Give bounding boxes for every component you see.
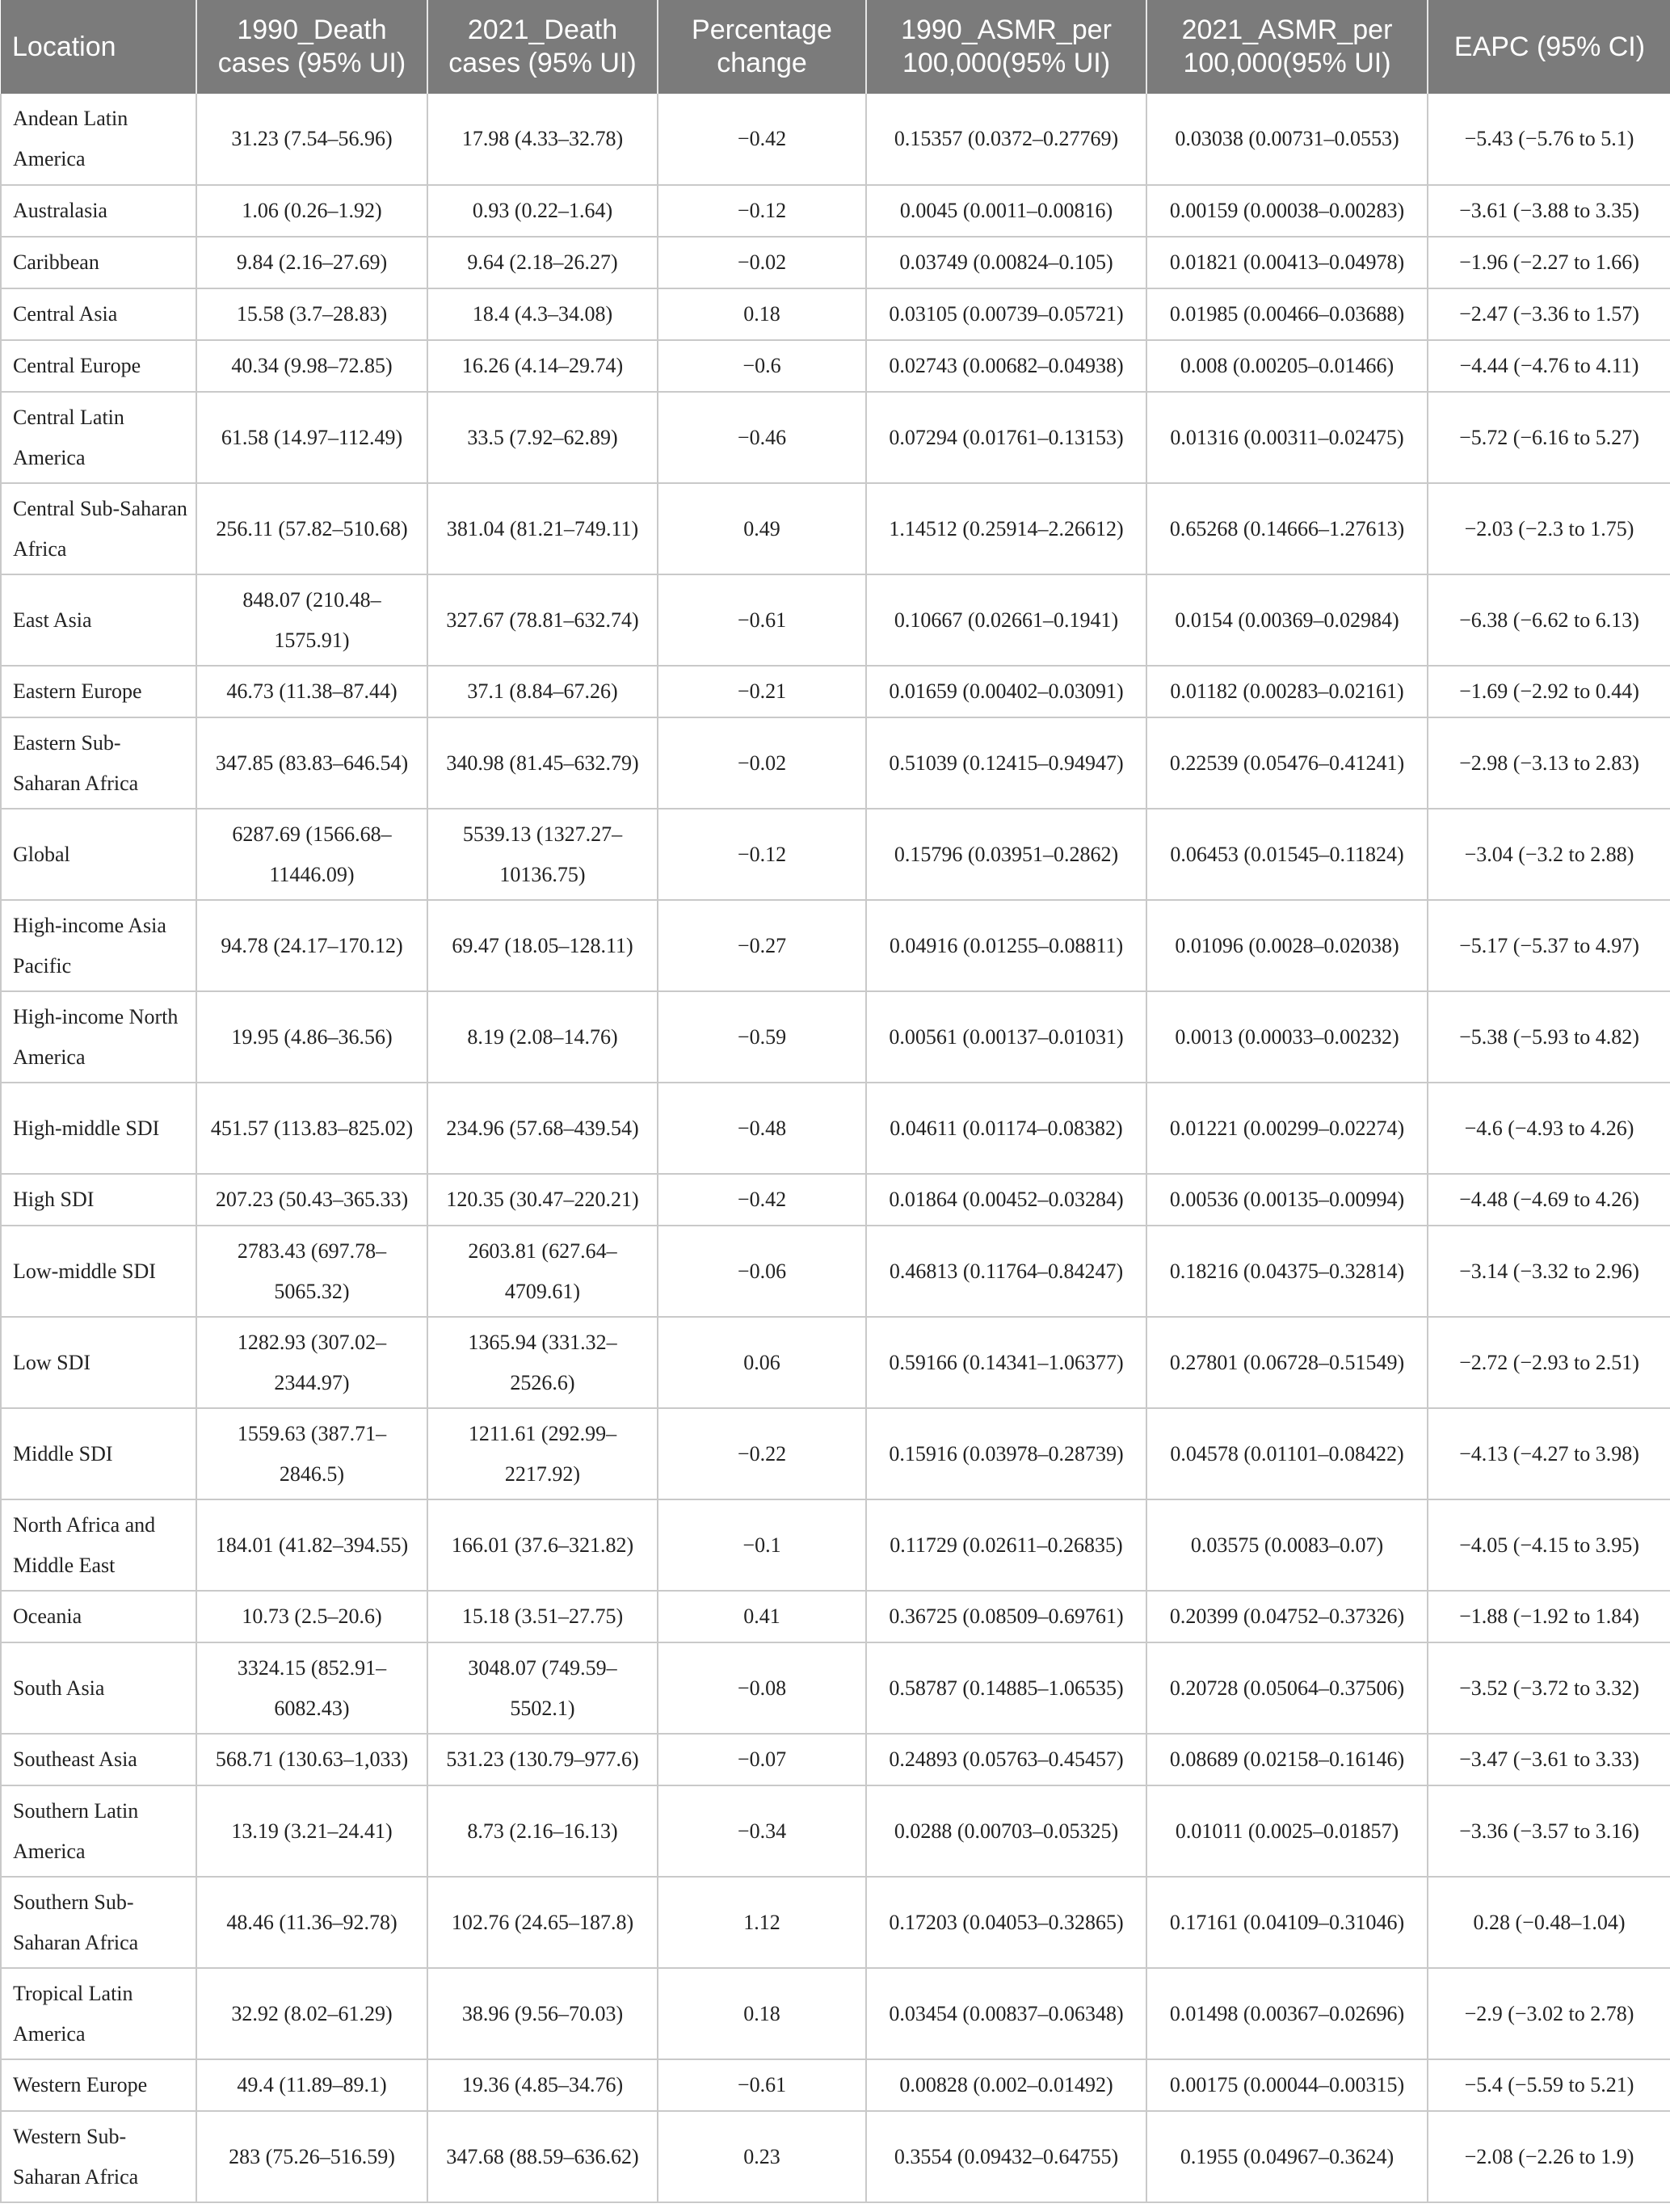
percentage-change-cell: 0.23 — [658, 2111, 866, 2202]
asmr-1990-cell: 0.0045 (0.0011–0.00816) — [866, 185, 1146, 237]
location-cell: Caribbean — [1, 237, 196, 288]
location-cell: Southeast Asia — [1, 1734, 196, 1785]
death-2021-cell: 347.68 (88.59–636.62) — [427, 2111, 658, 2202]
eapc-cell: −5.4 (−5.59 to 5.21) — [1428, 2059, 1670, 2111]
death-2021-cell: 5539.13 (1327.27–10136.75) — [427, 809, 658, 900]
location-cell: East Asia — [1, 574, 196, 666]
header-2021-asmr: 2021_ASMR_per 100,000(95% UI) — [1146, 0, 1428, 94]
asmr-2021-cell: 0.04578 (0.01101–0.08422) — [1146, 1408, 1428, 1499]
table-row — [1, 1226, 1670, 1317]
header-1990-asmr: 1990_ASMR_per 100,000(95% UI) — [866, 0, 1146, 94]
location-cell: High-income Asia Pacific — [1, 900, 196, 991]
eapc-cell: −3.47 (−3.61 to 3.33) — [1428, 1734, 1670, 1785]
percentage-change-cell: −0.6 — [658, 340, 866, 392]
eapc-cell: −1.69 (−2.92 to 0.44) — [1428, 666, 1670, 717]
death-1990-cell: 10.73 (2.5–20.6) — [196, 1591, 427, 1642]
asmr-2021-cell: 0.01096 (0.0028–0.02038) — [1146, 900, 1428, 991]
asmr-2021-cell: 0.01011 (0.0025–0.01857) — [1146, 1785, 1428, 1877]
asmr-2021-cell: 0.0013 (0.00033–0.00232) — [1146, 991, 1428, 1083]
location-cell: Andean Latin America — [1, 94, 196, 185]
table-row — [1, 1642, 1670, 1734]
asmr-2021-cell: 0.00536 (0.00135–0.00994) — [1146, 1174, 1428, 1226]
asmr-1990-cell: 0.15796 (0.03951–0.2862) — [866, 809, 1146, 900]
asmr-2021-cell: 0.03038 (0.00731–0.0553) — [1146, 94, 1428, 185]
death-2021-cell: 18.4 (4.3–34.08) — [427, 288, 658, 340]
asmr-1990-cell: 0.10667 (0.02661–0.1941) — [866, 574, 1146, 666]
header-row — [1, 0, 1670, 94]
table-row — [1, 288, 1670, 340]
location-cell: Central Europe — [1, 340, 196, 392]
header-1990-death-cases: 1990_Death cases (95% UI) — [196, 0, 427, 94]
death-2021-cell: 19.36 (4.85–34.76) — [427, 2059, 658, 2111]
percentage-change-cell: −0.42 — [658, 1174, 866, 1226]
table-row — [1, 809, 1670, 900]
table-row — [1, 1877, 1670, 1968]
table-row — [1, 2111, 1670, 2202]
death-1990-cell: 184.01 (41.82–394.55) — [196, 1499, 427, 1591]
eapc-cell: −1.88 (−1.92 to 1.84) — [1428, 1591, 1670, 1642]
location-cell: Central Asia — [1, 288, 196, 340]
death-2021-cell: 37.1 (8.84–67.26) — [427, 666, 658, 717]
eapc-cell: −2.03 (−2.3 to 1.75) — [1428, 483, 1670, 574]
location-cell: High-middle SDI — [1, 1083, 196, 1174]
death-2021-cell: 102.76 (24.65–187.8) — [427, 1877, 658, 1968]
asmr-2021-cell: 0.01821 (0.00413–0.04978) — [1146, 237, 1428, 288]
eapc-cell: −5.17 (−5.37 to 4.97) — [1428, 900, 1670, 991]
asmr-1990-cell: 0.00561 (0.00137–0.01031) — [866, 991, 1146, 1083]
death-1990-cell: 46.73 (11.38–87.44) — [196, 666, 427, 717]
percentage-change-cell: −0.21 — [658, 666, 866, 717]
table-row — [1, 574, 1670, 666]
table-row — [1, 392, 1670, 483]
percentage-change-cell: 0.18 — [658, 1968, 866, 2059]
location-cell: Australasia — [1, 185, 196, 237]
asmr-1990-cell: 0.17203 (0.04053–0.32865) — [866, 1877, 1146, 1968]
death-2021-cell: 17.98 (4.33–32.78) — [427, 94, 658, 185]
percentage-change-cell: −0.02 — [658, 237, 866, 288]
death-2021-cell: 15.18 (3.51–27.75) — [427, 1591, 658, 1642]
location-cell: High-income North America — [1, 991, 196, 1083]
death-2021-cell: 166.01 (37.6–321.82) — [427, 1499, 658, 1591]
location-cell: North Africa and Middle East — [1, 1499, 196, 1591]
asmr-1990-cell: 0.0288 (0.00703–0.05325) — [866, 1785, 1146, 1877]
death-1990-cell: 207.23 (50.43–365.33) — [196, 1174, 427, 1226]
table-row — [1, 1591, 1670, 1642]
location-cell: Southern Latin America — [1, 1785, 196, 1877]
asmr-1990-cell: 0.01864 (0.00452–0.03284) — [866, 1174, 1146, 1226]
percentage-change-cell: −0.06 — [658, 1226, 866, 1317]
death-1990-cell: 283 (75.26–516.59) — [196, 2111, 427, 2202]
death-1990-cell: 40.34 (9.98–72.85) — [196, 340, 427, 392]
asmr-2021-cell: 0.01221 (0.00299–0.02274) — [1146, 1083, 1428, 1174]
asmr-2021-cell: 0.008 (0.00205–0.01466) — [1146, 340, 1428, 392]
death-2021-cell: 327.67 (78.81–632.74) — [427, 574, 658, 666]
death-2021-cell: 2603.81 (627.64–4709.61) — [427, 1226, 658, 1317]
percentage-change-cell: −0.27 — [658, 900, 866, 991]
eapc-cell: −2.98 (−3.13 to 2.83) — [1428, 717, 1670, 809]
percentage-change-cell: −0.61 — [658, 574, 866, 666]
asmr-2021-cell: 0.01498 (0.00367–0.02696) — [1146, 1968, 1428, 2059]
asmr-1990-cell: 0.24893 (0.05763–0.45457) — [866, 1734, 1146, 1785]
table-row — [1, 340, 1670, 392]
header-2021-death-cases: 2021_Death cases (95% UI) — [427, 0, 658, 94]
percentage-change-cell: 0.06 — [658, 1317, 866, 1408]
eapc-cell: −5.43 (−5.76 to 5.1) — [1428, 94, 1670, 185]
death-1990-cell: 1282.93 (307.02–2344.97) — [196, 1317, 427, 1408]
eapc-cell: −4.13 (−4.27 to 3.98) — [1428, 1408, 1670, 1499]
location-cell: Western Europe — [1, 2059, 196, 2111]
eapc-cell: −4.6 (−4.93 to 4.26) — [1428, 1083, 1670, 1174]
death-2021-cell: 16.26 (4.14–29.74) — [427, 340, 658, 392]
header-eapc: EAPC (95% CI) — [1428, 0, 1670, 94]
percentage-change-cell: −0.07 — [658, 1734, 866, 1785]
death-1990-cell: 15.58 (3.7–28.83) — [196, 288, 427, 340]
eapc-cell: −4.48 (−4.69 to 4.26) — [1428, 1174, 1670, 1226]
death-1990-cell: 256.11 (57.82–510.68) — [196, 483, 427, 574]
asmr-2021-cell: 0.20399 (0.04752–0.37326) — [1146, 1591, 1428, 1642]
location-cell: Low SDI — [1, 1317, 196, 1408]
percentage-change-cell: 0.18 — [658, 288, 866, 340]
location-cell: Central Latin America — [1, 392, 196, 483]
asmr-2021-cell: 0.08689 (0.02158–0.16146) — [1146, 1734, 1428, 1785]
eapc-cell: −2.08 (−2.26 to 1.9) — [1428, 2111, 1670, 2202]
location-cell: Low-middle SDI — [1, 1226, 196, 1317]
location-cell: Southern Sub-Saharan Africa — [1, 1877, 196, 1968]
asmr-1990-cell: 0.01659 (0.00402–0.03091) — [866, 666, 1146, 717]
death-2021-cell: 1211.61 (292.99–2217.92) — [427, 1408, 658, 1499]
asmr-1990-cell: 1.14512 (0.25914–2.26612) — [866, 483, 1146, 574]
asmr-1990-cell: 0.02743 (0.00682–0.04938) — [866, 340, 1146, 392]
death-1990-cell: 3324.15 (852.91–6082.43) — [196, 1642, 427, 1734]
location-cell: Eastern Europe — [1, 666, 196, 717]
death-1990-cell: 568.71 (130.63–1,033) — [196, 1734, 427, 1785]
death-2021-cell: 340.98 (81.45–632.79) — [427, 717, 658, 809]
eapc-cell: −4.44 (−4.76 to 4.11) — [1428, 340, 1670, 392]
percentage-change-cell: −0.12 — [658, 185, 866, 237]
eapc-cell: −3.14 (−3.32 to 2.96) — [1428, 1226, 1670, 1317]
location-cell: South Asia — [1, 1642, 196, 1734]
death-2021-cell: 531.23 (130.79–977.6) — [427, 1734, 658, 1785]
death-1990-cell: 347.85 (83.83–646.54) — [196, 717, 427, 809]
death-1990-cell: 94.78 (24.17–170.12) — [196, 900, 427, 991]
death-2021-cell: 8.19 (2.08–14.76) — [427, 991, 658, 1083]
table-row — [1, 717, 1670, 809]
death-1990-cell: 19.95 (4.86–36.56) — [196, 991, 427, 1083]
asmr-1990-cell: 0.03749 (0.00824–0.105) — [866, 237, 1146, 288]
table-row — [1, 1968, 1670, 2059]
location-cell: Oceania — [1, 1591, 196, 1642]
death-1990-cell: 9.84 (2.16–27.69) — [196, 237, 427, 288]
percentage-change-cell: −0.34 — [658, 1785, 866, 1877]
location-cell: Middle SDI — [1, 1408, 196, 1499]
asmr-1990-cell: 0.03105 (0.00739–0.05721) — [866, 288, 1146, 340]
asmr-2021-cell: 0.00159 (0.00038–0.00283) — [1146, 185, 1428, 237]
death-1990-cell: 2783.43 (697.78–5065.32) — [196, 1226, 427, 1317]
eapc-cell: −2.72 (−2.93 to 2.51) — [1428, 1317, 1670, 1408]
table-row — [1, 1083, 1670, 1174]
death-1990-cell: 49.4 (11.89–89.1) — [196, 2059, 427, 2111]
death-1990-cell: 32.92 (8.02–61.29) — [196, 1968, 427, 2059]
table-row — [1, 1408, 1670, 1499]
location-cell: Eastern Sub-Saharan Africa — [1, 717, 196, 809]
percentage-change-cell: −0.1 — [658, 1499, 866, 1591]
table-row — [1, 237, 1670, 288]
eapc-cell: −3.52 (−3.72 to 3.32) — [1428, 1642, 1670, 1734]
table-row — [1, 666, 1670, 717]
death-2021-cell: 234.96 (57.68–439.54) — [427, 1083, 658, 1174]
location-cell: Central Sub-Saharan Africa — [1, 483, 196, 574]
percentage-change-cell: −0.48 — [658, 1083, 866, 1174]
percentage-change-cell: −0.22 — [658, 1408, 866, 1499]
asmr-1990-cell: 0.04611 (0.01174–0.08382) — [866, 1083, 1146, 1174]
death-1990-cell: 61.58 (14.97–112.49) — [196, 392, 427, 483]
percentage-change-cell: −0.46 — [658, 392, 866, 483]
asmr-1990-cell: 0.46813 (0.11764–0.84247) — [866, 1226, 1146, 1317]
eapc-cell: −2.9 (−3.02 to 2.78) — [1428, 1968, 1670, 2059]
asmr-2021-cell: 0.00175 (0.00044–0.00315) — [1146, 2059, 1428, 2111]
asmr-2021-cell: 0.01182 (0.00283–0.02161) — [1146, 666, 1428, 717]
eapc-cell: −1.96 (−2.27 to 1.66) — [1428, 237, 1670, 288]
asmr-2021-cell: 0.27801 (0.06728–0.51549) — [1146, 1317, 1428, 1408]
percentage-change-cell: 0.41 — [658, 1591, 866, 1642]
eapc-cell: −4.05 (−4.15 to 3.95) — [1428, 1499, 1670, 1591]
percentage-change-cell: −0.42 — [658, 94, 866, 185]
eapc-cell: −3.04 (−3.2 to 2.88) — [1428, 809, 1670, 900]
table-row — [1, 1785, 1670, 1877]
death-1990-cell: 31.23 (7.54–56.96) — [196, 94, 427, 185]
percentage-change-cell: −0.08 — [658, 1642, 866, 1734]
percentage-change-cell: −0.02 — [658, 717, 866, 809]
location-cell: Western Sub-Saharan Africa — [1, 2111, 196, 2202]
location-cell: Global — [1, 809, 196, 900]
percentage-change-cell: −0.59 — [658, 991, 866, 1083]
table-row — [1, 1317, 1670, 1408]
death-2021-cell: 38.96 (9.56–70.03) — [427, 1968, 658, 2059]
asmr-1990-cell: 0.00828 (0.002–0.01492) — [866, 2059, 1146, 2111]
percentage-change-cell: −0.12 — [658, 809, 866, 900]
table-row — [1, 1174, 1670, 1226]
death-2021-cell: 3048.07 (749.59–5502.1) — [427, 1642, 658, 1734]
asmr-1990-cell: 0.03454 (0.00837–0.06348) — [866, 1968, 1146, 2059]
asmr-1990-cell: 0.3554 (0.09432–0.64755) — [866, 2111, 1146, 2202]
eapc-cell: −2.47 (−3.36 to 1.57) — [1428, 288, 1670, 340]
location-cell: High SDI — [1, 1174, 196, 1226]
death-1990-cell: 48.46 (11.36–92.78) — [196, 1877, 427, 1968]
eapc-cell: −3.61 (−3.88 to 3.35) — [1428, 185, 1670, 237]
asmr-1990-cell: 0.36725 (0.08509–0.69761) — [866, 1591, 1146, 1642]
eapc-cell: 0.28 (−0.48–1.04) — [1428, 1877, 1670, 1968]
eapc-cell: −3.36 (−3.57 to 3.16) — [1428, 1785, 1670, 1877]
asmr-2021-cell: 0.22539 (0.05476–0.41241) — [1146, 717, 1428, 809]
asmr-2021-cell: 0.18216 (0.04375–0.32814) — [1146, 1226, 1428, 1317]
death-2021-cell: 0.93 (0.22–1.64) — [427, 185, 658, 237]
asmr-1990-cell: 0.04916 (0.01255–0.08811) — [866, 900, 1146, 991]
eapc-cell: −5.72 (−6.16 to 5.27) — [1428, 392, 1670, 483]
asmr-1990-cell: 0.59166 (0.14341–1.06377) — [866, 1317, 1146, 1408]
percentage-change-cell: 1.12 — [658, 1877, 866, 1968]
table-row — [1, 185, 1670, 237]
asmr-2021-cell: 0.06453 (0.01545–0.11824) — [1146, 809, 1428, 900]
percentage-change-cell: 0.49 — [658, 483, 866, 574]
asmr-1990-cell: 0.07294 (0.01761–0.13153) — [866, 392, 1146, 483]
asmr-1990-cell: 0.11729 (0.02611–0.26835) — [866, 1499, 1146, 1591]
asmr-2021-cell: 0.03575 (0.0083–0.07) — [1146, 1499, 1428, 1591]
eapc-cell: −6.38 (−6.62 to 6.13) — [1428, 574, 1670, 666]
death-2021-cell: 9.64 (2.18–26.27) — [427, 237, 658, 288]
death-1990-cell: 848.07 (210.48–1575.91) — [196, 574, 427, 666]
death-1990-cell: 6287.69 (1566.68–11446.09) — [196, 809, 427, 900]
death-2021-cell: 381.04 (81.21–749.11) — [427, 483, 658, 574]
table-row — [1, 1734, 1670, 1785]
table-row — [1, 483, 1670, 574]
location-cell: Tropical Latin America — [1, 1968, 196, 2059]
death-2021-cell: 120.35 (30.47–220.21) — [427, 1174, 658, 1226]
death-1990-cell: 451.57 (113.83–825.02) — [196, 1083, 427, 1174]
death-2021-cell: 1365.94 (331.32–2526.6) — [427, 1317, 658, 1408]
death-1990-cell: 1559.63 (387.71–2846.5) — [196, 1408, 427, 1499]
asmr-1990-cell: 0.15916 (0.03978–0.28739) — [866, 1408, 1146, 1499]
asmr-2021-cell: 0.01316 (0.00311–0.02475) — [1146, 392, 1428, 483]
death-2021-cell: 33.5 (7.92–62.89) — [427, 392, 658, 483]
death-1990-cell: 1.06 (0.26–1.92) — [196, 185, 427, 237]
death-2021-cell: 69.47 (18.05–128.11) — [427, 900, 658, 991]
table-row — [1, 94, 1670, 185]
asmr-2021-cell: 0.17161 (0.04109–0.31046) — [1146, 1877, 1428, 1968]
table-row — [1, 1499, 1670, 1591]
asmr-1990-cell: 0.58787 (0.14885–1.06535) — [866, 1642, 1146, 1734]
header-location: Location — [1, 0, 196, 94]
header-percentage-change: Percentage change — [658, 0, 866, 94]
asmr-1990-cell: 0.51039 (0.12415–0.94947) — [866, 717, 1146, 809]
table-row — [1, 2059, 1670, 2111]
asmr-2021-cell: 0.65268 (0.14666–1.27613) — [1146, 483, 1428, 574]
asmr-2021-cell: 0.1955 (0.04967–0.3624) — [1146, 2111, 1428, 2202]
asmr-2021-cell: 0.20728 (0.05064–0.37506) — [1146, 1642, 1428, 1734]
eapc-cell: −5.38 (−5.93 to 4.82) — [1428, 991, 1670, 1083]
death-2021-cell: 8.73 (2.16–16.13) — [427, 1785, 658, 1877]
asmr-2021-cell: 0.01985 (0.00466–0.03688) — [1146, 288, 1428, 340]
table-row — [1, 900, 1670, 991]
death-1990-cell: 13.19 (3.21–24.41) — [196, 1785, 427, 1877]
asmr-1990-cell: 0.15357 (0.0372–0.27769) — [866, 94, 1146, 185]
percentage-change-cell: −0.61 — [658, 2059, 866, 2111]
asmr-2021-cell: 0.0154 (0.00369–0.02984) — [1146, 574, 1428, 666]
table-row — [1, 991, 1670, 1083]
